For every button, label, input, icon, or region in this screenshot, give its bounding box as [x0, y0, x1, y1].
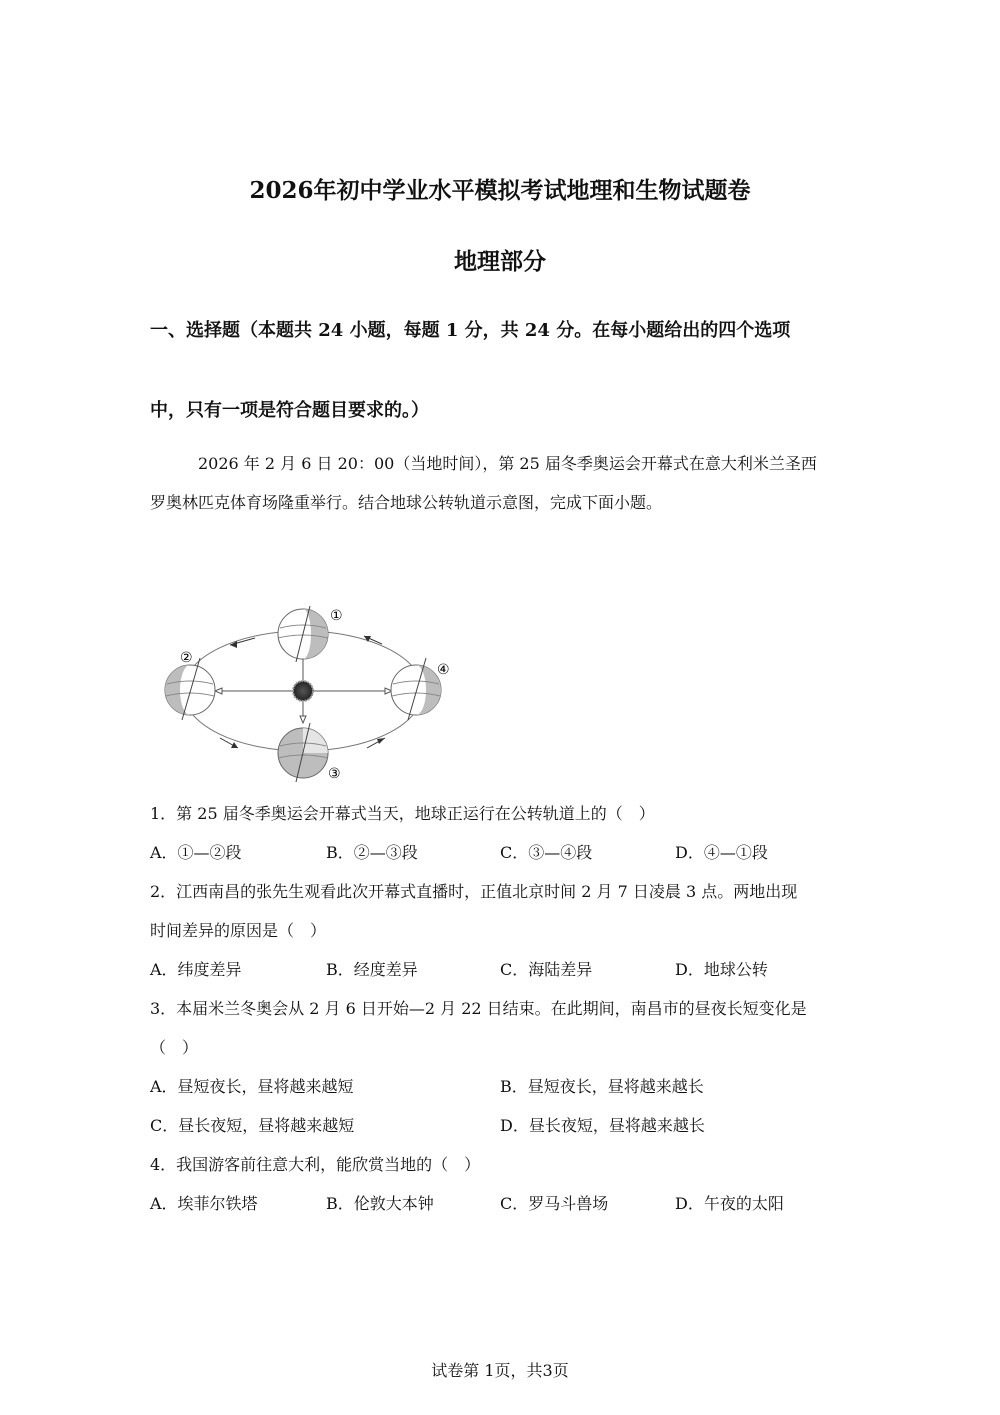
arrowhead-down: [300, 716, 306, 723]
page-footer: 试卷第 1页，共3页: [431, 1361, 569, 1380]
label-4: ④: [437, 662, 450, 678]
q2-option-a[interactable]: A．纬度差异: [150, 960, 242, 979]
q1-option-c[interactable]: C．③—④段: [500, 843, 593, 862]
earth-position-4: [391, 658, 441, 720]
exam-title: 2026年初中学业水平模拟考试地理和生物试题卷: [249, 177, 751, 204]
label-2: ②: [180, 650, 193, 666]
q4-option-c[interactable]: C．罗马斗兽场: [500, 1194, 609, 1213]
question-3-stem-cont: （ ）: [150, 1038, 199, 1057]
q4-option-a[interactable]: A．埃菲尔铁塔: [150, 1194, 258, 1213]
label-1: ①: [330, 608, 343, 624]
arrowhead-left: [215, 688, 222, 694]
q1-option-d[interactable]: D．④—①段: [675, 843, 768, 862]
section-heading-line2: 中，只有一项是符合题目要求的。）: [150, 400, 429, 421]
q3-option-b[interactable]: B．昼短夜长，昼将越来越长: [500, 1077, 704, 1096]
question-3-stem: 3．本届米兰冬奥会从 2 月 6 日开始—2 月 22 日结束。在此期间，南昌市的昼夜长短变化是: [150, 999, 807, 1018]
earth-position-2: [165, 658, 215, 720]
sun-icon: [293, 681, 313, 701]
section-heading-line1: 一、选择题（本题共 24 小题，每题 1 分，共 24 分。在每小题给出的四个选项: [150, 320, 791, 341]
section-subtitle: 地理部分: [454, 248, 546, 275]
q1-option-a[interactable]: A．①—②段: [150, 843, 242, 862]
question-4-stem: 4．我国游客前往意大利，能欣赏当地的（ ）: [150, 1155, 481, 1174]
q3-option-d[interactable]: D．昼长夜短，昼将越来越长: [500, 1116, 705, 1135]
question-1-stem: 1．第 25 届冬季奥运会开幕式当天，地球正运行在公转轨道上的（ ）: [150, 804, 655, 823]
orbit-diagram: [160, 598, 460, 788]
q3-option-a[interactable]: A．昼短夜长，昼将越来越短: [150, 1077, 354, 1096]
earth-position-1: [278, 606, 328, 662]
q3-option-c[interactable]: C．昼长夜短，昼将越来越短: [150, 1116, 355, 1135]
label-3: ③: [328, 766, 341, 782]
q2-option-b[interactable]: B．经度差异: [326, 960, 418, 979]
question-2-stem: 2．江西南昌的张先生观看此次开幕式直播时，正值北京时间 2 月 7 日凌晨 3 点。两地出现: [150, 882, 798, 901]
intro-line2: 罗奥林匹克体育场隆重举行。结合地球公转轨道示意图，完成下面小题。: [150, 493, 663, 512]
question-2-stem-cont: 时间差异的原因是（ ）: [150, 921, 327, 940]
q4-option-b[interactable]: B．伦敦大本钟: [326, 1194, 434, 1213]
q2-option-d[interactable]: D．地球公转: [675, 960, 768, 979]
q4-option-d[interactable]: D．午夜的太阳: [675, 1194, 784, 1213]
intro-line1: 2026 年 2 月 6 日 20：00（当地时间），第 25 届冬季奥运会开幕式在意大利米兰圣西: [198, 454, 817, 473]
earth-position-3: [278, 723, 328, 782]
q1-option-b[interactable]: B．②—③段: [326, 843, 418, 862]
q2-option-c[interactable]: C．海陆差异: [500, 960, 593, 979]
